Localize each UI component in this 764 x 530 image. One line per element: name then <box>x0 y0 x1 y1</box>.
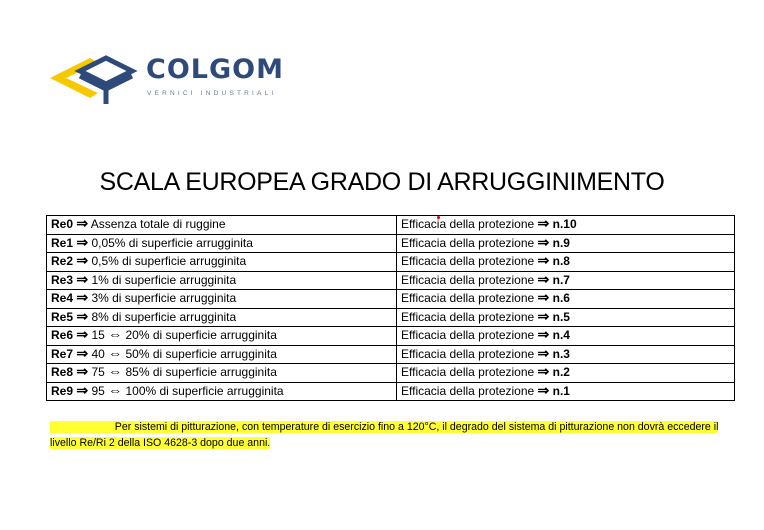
grade-code: Re3 <box>51 272 74 287</box>
grade-description: 8% di superficie arrugginita <box>91 309 237 324</box>
double-right-arrow-icon: ⇒ <box>537 233 550 250</box>
efficacy-label: Efficacia della protezione <box>401 217 535 231</box>
efficacy-label: Efficacia della protezione <box>401 254 535 268</box>
efficacy-label: Efficacia della protezione <box>401 291 535 305</box>
efficacy-value: n.2 <box>552 365 570 379</box>
grade-cell <box>47 216 397 235</box>
grade-description: 3% di superficie arrugginita <box>91 291 237 305</box>
grade-cell <box>47 271 397 290</box>
grade-cell <box>47 234 397 253</box>
table-row <box>47 234 735 253</box>
double-right-arrow-icon: ⇒ <box>537 215 550 231</box>
double-right-arrow-icon: ⇒ <box>76 252 89 268</box>
grade-cell <box>47 253 397 272</box>
grade-cell <box>47 290 397 309</box>
efficacy-cell <box>397 234 735 253</box>
double-right-arrow-icon: ⇒ <box>76 215 89 231</box>
grade-code: Re0 <box>51 217 74 231</box>
table-row <box>47 290 735 309</box>
range-from: 95 <box>91 383 105 398</box>
efficacy-label: Efficacia della protezione <box>401 383 535 398</box>
efficacy-cell <box>397 308 735 327</box>
brand-name: COLGOM <box>146 54 284 85</box>
efficacy-label: Efficacia della protezione <box>401 328 535 342</box>
colgom-logo-mark-icon <box>50 44 142 106</box>
efficacy-label: Efficacia della protezione <box>401 346 535 361</box>
double-right-arrow-icon: ⇒ <box>76 270 89 287</box>
double-right-arrow-icon: ⇒ <box>537 289 550 305</box>
range-from: 40 <box>91 346 105 361</box>
efficacy-cell <box>397 253 735 272</box>
grade-cell <box>47 364 397 383</box>
efficacy-value: n.3 <box>552 346 570 361</box>
table-row <box>47 271 735 290</box>
double-right-arrow-icon: ⇒ <box>76 363 89 379</box>
efficacy-value: n.1 <box>552 383 570 398</box>
table-row <box>47 364 735 383</box>
note-paragraph <box>50 419 734 451</box>
efficacy-value: n.4 <box>552 328 570 342</box>
left-right-arrow-icon: ⇔ <box>108 381 123 398</box>
grade-description: 100% di superficie arrugginita <box>125 383 284 398</box>
efficacy-cell <box>397 271 735 290</box>
efficacy-label: Efficacia della protezione <box>401 272 535 287</box>
left-right-arrow-icon: ⇔ <box>108 344 123 361</box>
table-row <box>47 308 735 327</box>
grade-cell <box>47 327 397 346</box>
table-row <box>47 327 735 346</box>
grade-cell <box>47 345 397 364</box>
double-right-arrow-icon: ⇒ <box>76 307 89 324</box>
brand-logo <box>50 40 290 110</box>
double-right-arrow-icon: ⇒ <box>537 344 550 361</box>
grade-description: 0,05% di superficie arrugginita <box>91 235 253 250</box>
rust-scale-table <box>46 215 735 401</box>
efficacy-value: n.8 <box>552 254 570 268</box>
double-right-arrow-icon: ⇒ <box>537 363 550 379</box>
grade-description: 20% di superficie arrugginita <box>125 328 277 342</box>
note-line-2: livello Re/Ri 2 della ISO 4628-3 dopo due anni. <box>50 437 271 449</box>
grade-description: 85% di superficie arrugginita <box>125 365 277 379</box>
efficacy-cell <box>397 345 735 364</box>
efficacy-cell <box>397 364 735 383</box>
grade-code: Re1 <box>51 235 74 250</box>
grade-code: Re4 <box>51 291 74 305</box>
double-right-arrow-icon: ⇒ <box>76 233 89 250</box>
efficacy-cell <box>397 290 735 309</box>
double-right-arrow-icon: ⇒ <box>537 307 550 324</box>
double-right-arrow-icon: ⇒ <box>76 344 89 361</box>
grade-code: Re6 <box>51 328 74 342</box>
efficacy-cell <box>397 216 735 235</box>
grade-code: Re9 <box>51 383 74 398</box>
double-right-arrow-icon: ⇒ <box>76 289 89 305</box>
brand-tagline: VERNICI INDUSTRIALI <box>147 90 277 97</box>
grade-cell <box>47 308 397 327</box>
efficacy-value: n.10 <box>552 217 577 231</box>
efficacy-cell <box>397 327 735 346</box>
grade-code: Re8 <box>51 365 74 379</box>
double-right-arrow-icon: ⇒ <box>76 381 89 398</box>
efficacy-value: n.7 <box>552 272 570 287</box>
efficacy-label: Efficacia della protezione <box>401 309 535 324</box>
table-row <box>47 216 735 235</box>
range-from: 75 <box>91 365 105 379</box>
efficacy-value: n.9 <box>552 235 570 250</box>
grade-description: 50% di superficie arrugginita <box>125 346 277 361</box>
efficacy-value: n.5 <box>552 309 570 324</box>
range-from: 15 <box>91 328 105 342</box>
table-row <box>47 345 735 364</box>
grade-code: Re2 <box>51 254 74 268</box>
table-row <box>47 382 735 401</box>
double-right-arrow-icon: ⇒ <box>537 381 550 398</box>
left-right-arrow-icon: ⇔ <box>108 326 123 342</box>
grade-description: 1% di superficie arrugginita <box>91 272 237 287</box>
double-right-arrow-icon: ⇒ <box>537 252 550 268</box>
grade-description: Assenza totale di ruggine <box>90 217 226 231</box>
grade-description: 0,5% di superficie arrugginita <box>91 254 247 268</box>
table-row <box>47 253 735 272</box>
grade-cell <box>47 382 397 401</box>
grade-code: Re7 <box>51 346 74 361</box>
note-line-1: Per sistemi di pitturazione, con temperature di esercizio fino a 120°C, il degrado del sistema di pitturazione non dovrà eccedere il <box>50 421 718 433</box>
efficacy-label: Efficacia della protezione <box>401 365 535 379</box>
double-right-arrow-icon: ⇒ <box>76 326 89 342</box>
double-right-arrow-icon: ⇒ <box>537 326 550 342</box>
efficacy-label: Efficacia della protezione <box>401 235 535 250</box>
page-title: SCALA EUROPEA GRADO DI ARRUGGINIMENTO <box>99 168 665 196</box>
efficacy-cell <box>397 382 735 401</box>
grade-code: Re5 <box>51 309 74 324</box>
efficacy-value: n.6 <box>552 291 570 305</box>
left-right-arrow-icon: ⇔ <box>108 363 123 379</box>
double-right-arrow-icon: ⇒ <box>537 270 550 287</box>
